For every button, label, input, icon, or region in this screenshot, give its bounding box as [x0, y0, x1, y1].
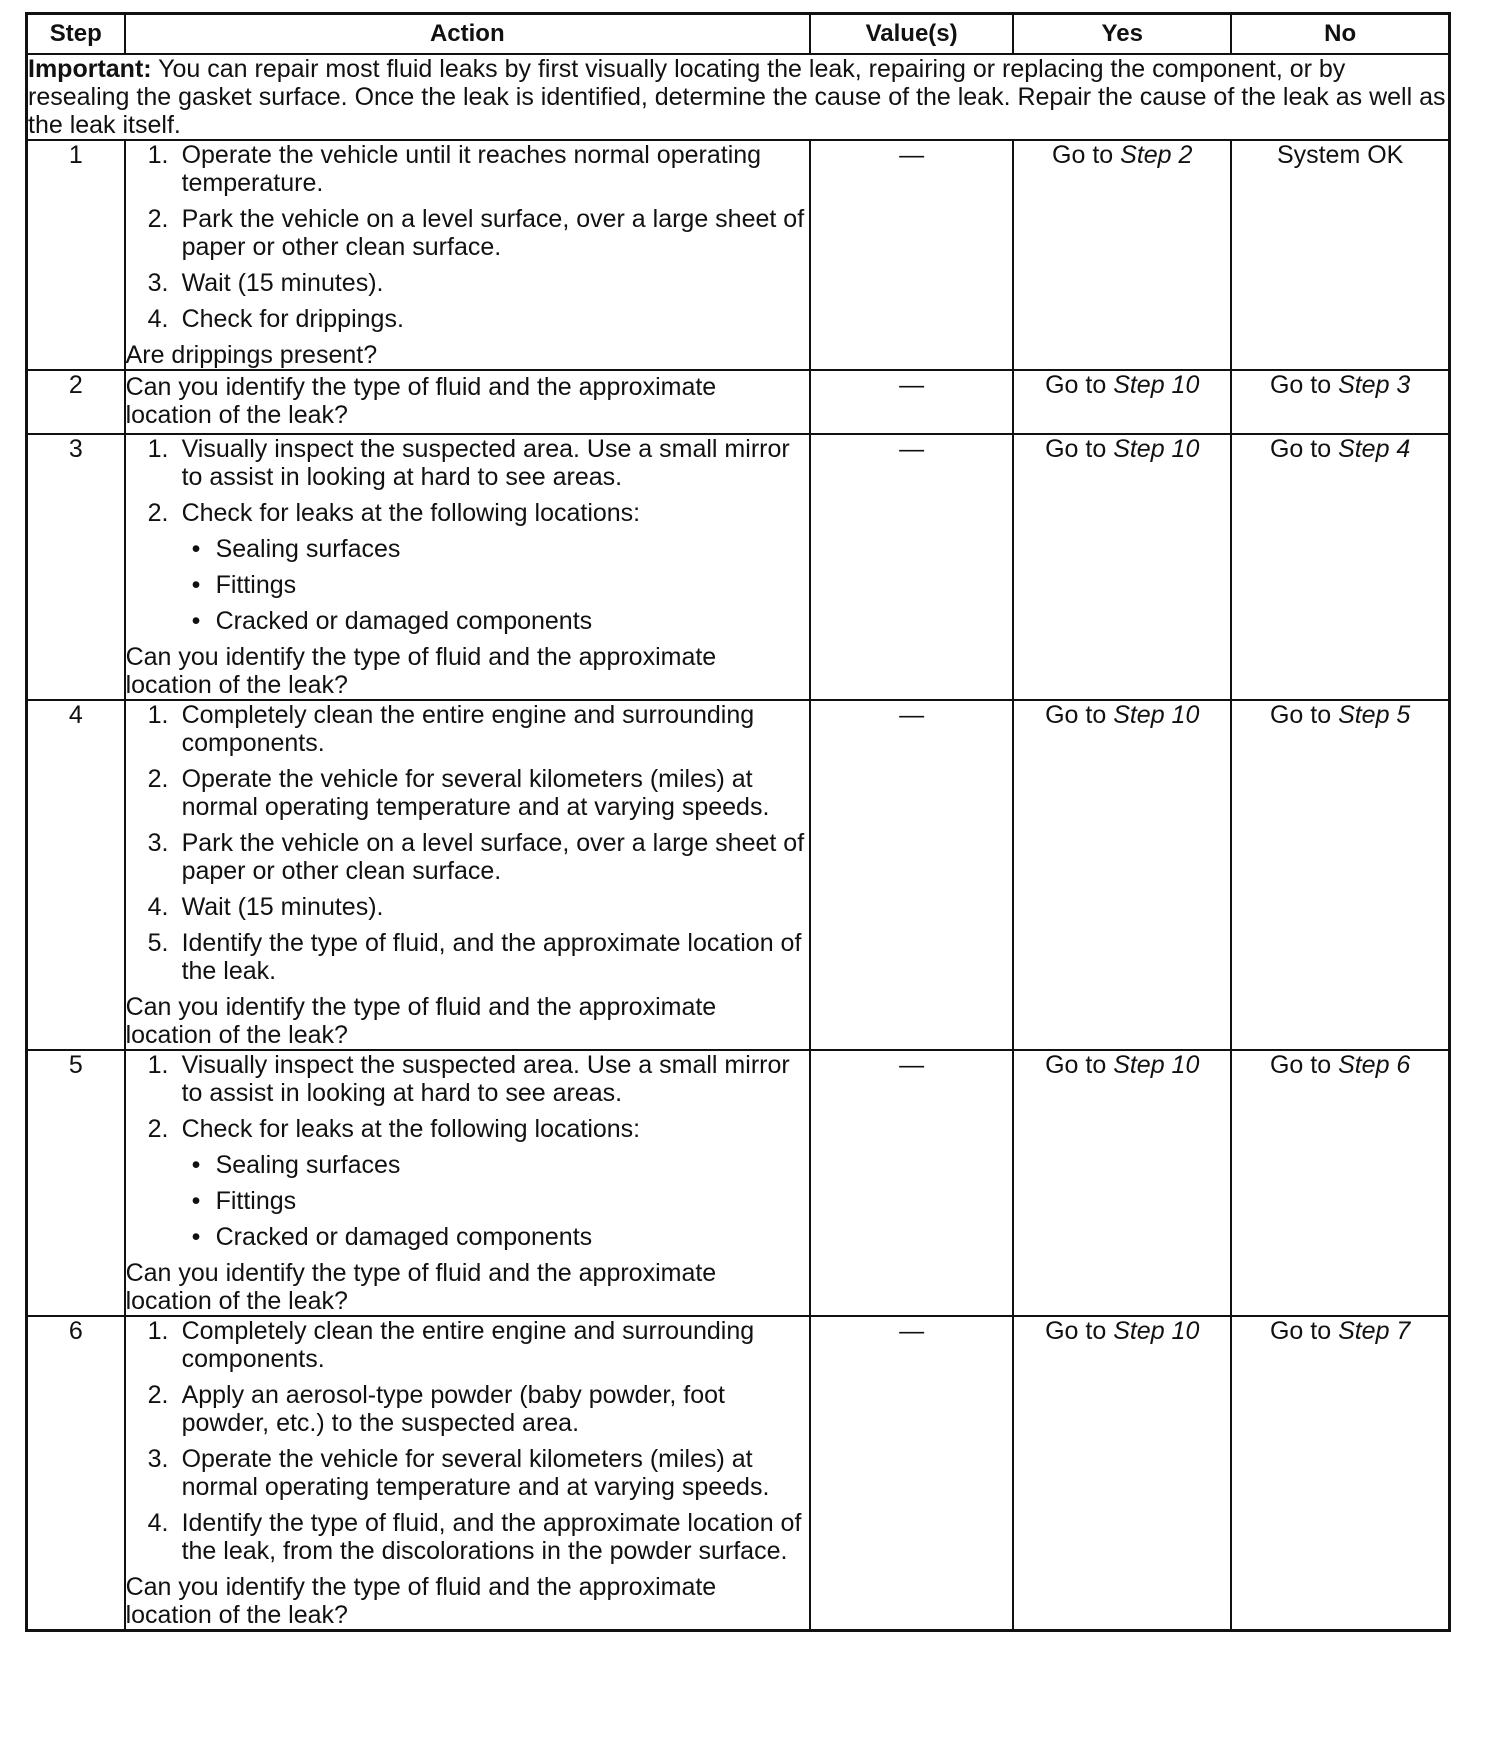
action-step-number: 3. — [147, 1445, 169, 1473]
location-item: • Fittings — [182, 1187, 809, 1215]
no-step-ref: Step 6 — [1338, 1051, 1411, 1079]
yes-cell — [1013, 1050, 1231, 1316]
action-step — [126, 269, 809, 297]
action-step-number: 2. — [147, 1115, 169, 1143]
values-cell: — — [810, 140, 1013, 370]
step-number: 4 — [27, 700, 125, 1050]
step-row — [27, 700, 1450, 1050]
action-step — [126, 1317, 809, 1373]
no-cell — [1231, 370, 1449, 434]
action-step — [126, 929, 809, 985]
action-step-number: 2. — [147, 499, 169, 527]
action-step-number: 2. — [147, 205, 169, 233]
action-cell — [125, 370, 810, 434]
action-step — [126, 435, 809, 491]
location-item: • Cracked or damaged components — [182, 607, 809, 635]
action-question: Are drippings present? — [125, 341, 378, 369]
action-step-text: Apply an aerosol-type powder (baby powder, foot powder, etc.) to the suspected area. — [181, 1381, 725, 1437]
values-cell: — — [810, 1050, 1013, 1316]
no-step-ref: Step 4 — [1338, 435, 1411, 463]
values-cell: — — [810, 1316, 1013, 1631]
no-step-ref: Step 3 — [1338, 371, 1411, 399]
no-prefix: Go to — [1269, 371, 1339, 399]
yes-prefix: Go to — [1045, 371, 1114, 399]
yes-cell — [1013, 370, 1231, 434]
location-item: • Cracked or damaged components — [182, 1223, 809, 1251]
yes-step-ref: Step 10 — [1113, 701, 1200, 729]
important-note-row — [27, 54, 1450, 140]
yes-prefix: Go to — [1045, 1317, 1114, 1345]
yes-step-ref: Step 10 — [1113, 1051, 1200, 1079]
step-number: 3 — [27, 434, 125, 700]
action-step-number: 1. — [147, 1317, 169, 1345]
action-question: Can you identify the type of fluid and the approximate location of the leak? — [125, 1259, 717, 1315]
no-step-ref: Step 7 — [1338, 1317, 1411, 1345]
action-step-text: Park the vehicle on a level surface, over a large sheet of paper or other clean surface. — [181, 829, 805, 885]
no-prefix: System OK — [1276, 141, 1404, 169]
action-step — [126, 1115, 809, 1251]
action-question: Can you identify the type of fluid and the approximate location of the leak? — [125, 373, 717, 429]
action-step — [126, 499, 809, 635]
no-prefix: Go to — [1269, 1317, 1339, 1345]
action-step — [126, 1445, 809, 1501]
action-step-number: 2. — [147, 1381, 169, 1409]
action-step-number: 4. — [147, 1509, 169, 1537]
action-step-text: Wait (15 minutes). — [181, 893, 384, 921]
no-prefix: Go to — [1269, 701, 1339, 729]
step-number: 2 — [27, 370, 125, 434]
action-step-text: Completely clean the entire engine and surrounding components. — [181, 701, 755, 757]
location-item: • Sealing surfaces — [182, 535, 809, 563]
no-cell — [1231, 700, 1449, 1050]
step-row — [27, 434, 1450, 700]
action-steps — [126, 141, 809, 333]
action-step-number: 3. — [147, 829, 169, 857]
no-prefix: Go to — [1269, 1051, 1339, 1079]
header-no: No — [1231, 14, 1449, 55]
diagnostic-table-page — [25, 12, 1451, 1632]
action-cell — [125, 700, 810, 1050]
action-cell — [125, 1050, 810, 1316]
action-step-text: Operate the vehicle for several kilometers (miles) at normal operating temperature and at varying speeds. — [181, 765, 770, 821]
important-text: You can repair most fluid leaks by first visually locating the leak, repairing or replacing the component, or by resealing the gasket surface. Once the leak is identified, determine the cause of the leak. Repair the cause of the leak as well as the leak itself. — [28, 55, 1446, 139]
action-step — [126, 893, 809, 921]
yes-cell — [1013, 700, 1231, 1050]
diagnostic-table — [25, 12, 1451, 1632]
header-yes: Yes — [1013, 14, 1231, 55]
action-cell — [125, 1316, 810, 1631]
step-number: 5 — [27, 1050, 125, 1316]
yes-prefix: Go to — [1045, 701, 1114, 729]
action-step-number: 1. — [147, 1051, 169, 1079]
action-cell — [125, 434, 810, 700]
action-step-text: Park the vehicle on a level surface, over a large sheet of paper or other clean surface. — [181, 205, 805, 261]
values-cell: — — [810, 700, 1013, 1050]
action-step-number: 3. — [147, 269, 169, 297]
action-step — [126, 1509, 809, 1565]
action-step-text: Check for drippings. — [181, 305, 404, 333]
location-item: • Sealing surfaces — [182, 1151, 809, 1179]
action-step-text: Wait (15 minutes). — [181, 269, 384, 297]
action-question: Can you identify the type of fluid and the approximate location of the leak? — [125, 1573, 717, 1629]
yes-cell — [1013, 140, 1231, 370]
yes-cell — [1013, 1316, 1231, 1631]
no-cell — [1231, 1050, 1449, 1316]
yes-step-ref: Step 10 — [1113, 435, 1200, 463]
no-cell — [1231, 140, 1449, 370]
action-steps — [126, 1317, 809, 1565]
action-step-number: 4. — [147, 305, 169, 333]
step-row — [27, 1050, 1450, 1316]
yes-step-ref: Step 2 — [1120, 141, 1193, 169]
step-number: 6 — [27, 1316, 125, 1631]
header-action: Action — [125, 14, 810, 55]
action-step — [126, 765, 809, 821]
action-step-number: 1. — [147, 435, 169, 463]
location-item: • Fittings — [182, 571, 809, 599]
yes-prefix: Go to — [1052, 141, 1121, 169]
action-step — [126, 829, 809, 885]
step-row — [27, 1316, 1450, 1631]
no-cell — [1231, 1316, 1449, 1631]
values-cell: — — [810, 370, 1013, 434]
header-values: Value(s) — [810, 14, 1013, 55]
action-step-number: 1. — [147, 141, 169, 169]
header-step: Step — [27, 14, 125, 55]
yes-cell — [1013, 434, 1231, 700]
yes-step-ref: Step 10 — [1113, 1317, 1200, 1345]
action-cell — [125, 140, 810, 370]
important-label: Important: — [28, 55, 152, 83]
action-step — [126, 1381, 809, 1437]
header-row — [27, 14, 1450, 55]
action-step-text: Visually inspect the suspected area. Use a small mirror to assist in looking at hard to see areas. — [181, 435, 790, 491]
action-steps — [126, 435, 809, 635]
action-step-text: Operate the vehicle for several kilometers (miles) at normal operating temperature and at varying speeds. — [181, 1445, 770, 1501]
action-step — [126, 701, 809, 757]
no-step-ref: Step 5 — [1338, 701, 1411, 729]
action-step-text: Visually inspect the suspected area. Use a small mirror to assist in looking at hard to see areas. — [181, 1051, 790, 1107]
step-row — [27, 370, 1450, 434]
values-cell: — — [810, 434, 1013, 700]
action-step-number: 4. — [147, 893, 169, 921]
action-step — [126, 305, 809, 333]
action-step — [126, 1051, 809, 1107]
action-step-text: Operate the vehicle until it reaches normal operating temperature. — [181, 141, 762, 197]
action-step-text: Identify the type of fluid, and the approximate location of the leak. — [181, 929, 802, 985]
action-step-text: Completely clean the entire engine and surrounding components. — [181, 1317, 755, 1373]
important-note — [27, 54, 1450, 140]
action-step-text: Identify the type of fluid, and the approximate location of the leak, from the discolorations in the powder surface. — [181, 1509, 802, 1565]
location-list — [182, 1151, 809, 1251]
action-step-number: 1. — [147, 701, 169, 729]
yes-prefix: Go to — [1045, 1051, 1114, 1079]
step-row — [27, 140, 1450, 370]
action-step-text: Check for leaks at the following locations: — [181, 499, 641, 527]
action-steps — [126, 701, 809, 985]
action-step-number: 2. — [147, 765, 169, 793]
action-step — [126, 141, 809, 197]
action-question: Can you identify the type of fluid and the approximate location of the leak? — [125, 993, 717, 1049]
step-number: 1 — [27, 140, 125, 370]
action-question: Can you identify the type of fluid and the approximate location of the leak? — [125, 643, 717, 699]
action-step-text: Check for leaks at the following locations: — [181, 1115, 641, 1143]
action-steps — [126, 1051, 809, 1251]
action-step-number: 5. — [147, 929, 169, 957]
action-step — [126, 205, 809, 261]
no-prefix: Go to — [1269, 435, 1339, 463]
no-cell — [1231, 434, 1449, 700]
yes-step-ref: Step 10 — [1113, 371, 1200, 399]
yes-prefix: Go to — [1045, 435, 1114, 463]
location-list — [182, 535, 809, 635]
